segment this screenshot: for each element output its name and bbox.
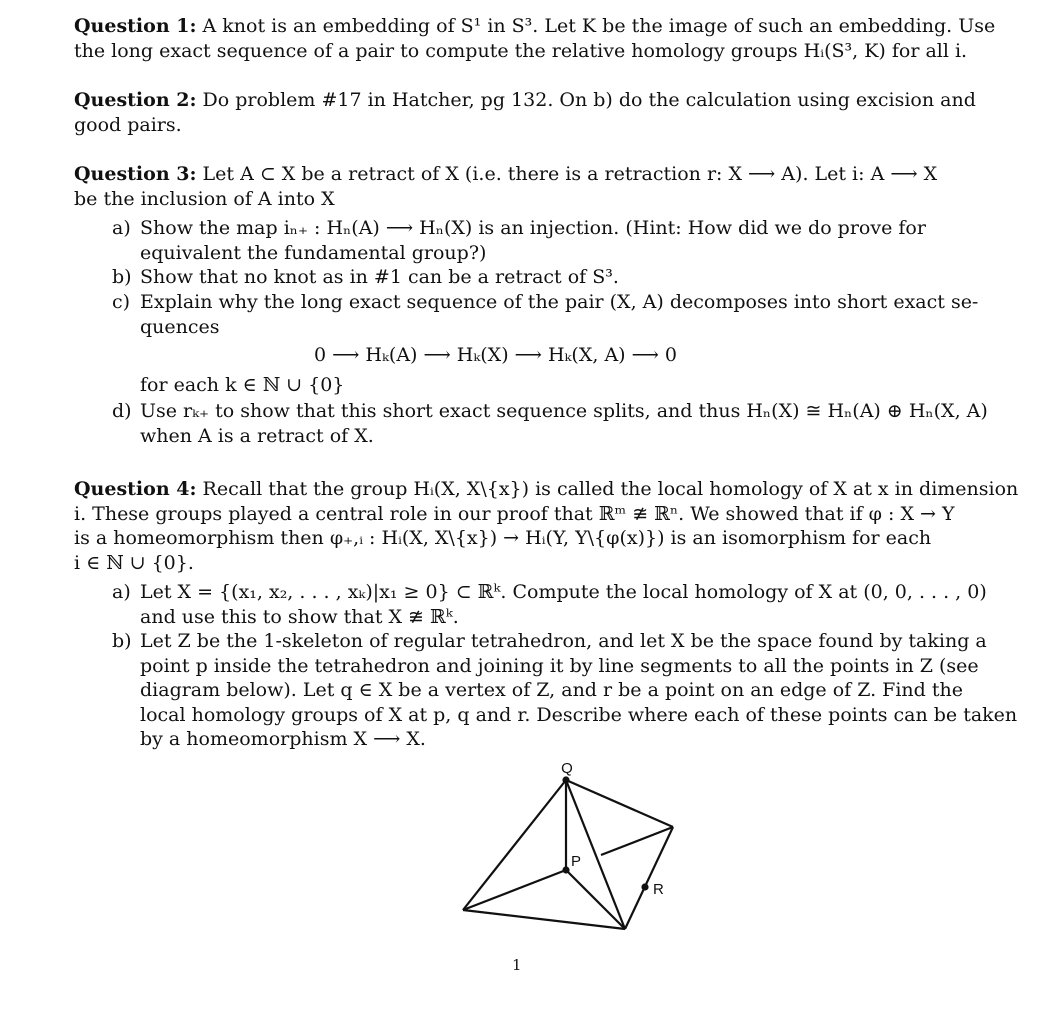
segment-p-bottom bbox=[566, 870, 625, 929]
q3-line2: be the inclusion of A into X bbox=[74, 187, 335, 210]
question-2 bbox=[74, 88, 976, 137]
q4-label: Question 4: bbox=[74, 478, 197, 500]
q4-a-line1: Let X = {(x₁, x₂, . . . , xₖ)|x₁ ≥ 0} ⊂ ℝᵏ. Compute the local homology of X at (0, 0, . . . , 0) bbox=[140, 581, 987, 603]
q3-part-b bbox=[112, 265, 966, 290]
question-1 bbox=[74, 14, 996, 63]
q4-b-line1: Let Z be the 1-skeleton of regular tetrahedron, and let X be the space found by taking a bbox=[140, 630, 987, 652]
q3-d-line1: Use rₖ₊ to show that this short exact sequence splits, and thus Hₙ(X) ≅ Hₙ(A) ⊕ Hₙ(X, A) bbox=[140, 400, 988, 422]
q2-label: Question 2: bbox=[74, 89, 197, 111]
q3-part-d bbox=[112, 399, 988, 448]
q3-line1: Let A ⊂ X be a retract of X (i.e. there is a retraction r: X ⟶ A). Let i: A ⟶ X bbox=[202, 163, 938, 185]
q3-c-label: c) bbox=[112, 291, 131, 313]
point-p bbox=[562, 866, 569, 873]
q4-b-line5: by a homeomorphism X ⟶ X. bbox=[140, 728, 426, 750]
q4-line3: is a homeomorphism then φ₊,ᵢ : Hᵢ(X, X\{x}) → Hᵢ(Y, Y\{φ(x)}) is an isomorphism for each bbox=[74, 527, 932, 549]
q3-a-label: a) bbox=[112, 217, 131, 239]
vertex-q bbox=[562, 776, 569, 783]
q4-b-line4: local homology groups of X at p, q and r. Describe where each of these points can be taken bbox=[140, 703, 1018, 726]
q4-part-b bbox=[112, 629, 1018, 752]
label-q: Q bbox=[561, 760, 573, 777]
q1-line2: the long exact sequence of a pair to compute the relative homology groups Hᵢ(S³, K) for all i. bbox=[74, 39, 968, 62]
q3-part-c bbox=[112, 290, 979, 339]
q3-a-line1: Show the map iₙ₊ : Hₙ(A) ⟶ Hₙ(X) is an injection. (Hint: How did we do prove for bbox=[140, 217, 926, 239]
q2-line1: Do problem #17 in Hatcher, pg 132. On b) do the calculation using excision and bbox=[202, 89, 976, 111]
label-p: P bbox=[571, 853, 582, 870]
q3-label: Question 3: bbox=[74, 163, 197, 185]
q3-c-line2: quences bbox=[140, 315, 220, 338]
q2-line2: good pairs. bbox=[74, 113, 182, 136]
edge-left-bottom bbox=[463, 910, 625, 929]
q3-d-label: d) bbox=[112, 400, 132, 422]
q4-line1: Recall that the group Hᵢ(X, X\{x}) is called the local homology of X at x in dimension bbox=[202, 478, 1019, 500]
tetrahedron-diagram bbox=[455, 756, 685, 936]
q3-part-a bbox=[112, 216, 966, 265]
q3-c-line1: Explain why the long exact sequence of the pair (X, A) decomposes into short exact se- bbox=[140, 291, 979, 313]
q3-b-label: b) bbox=[112, 266, 132, 288]
q3-b-line1: Show that no knot as in #1 can be a retract of S³. bbox=[140, 266, 619, 288]
point-r bbox=[641, 883, 648, 890]
q4-b-label: b) bbox=[112, 630, 132, 652]
q4-a-line2: and use this to show that X ≇ ℝᵏ. bbox=[140, 605, 459, 628]
label-r: R bbox=[653, 881, 664, 898]
short-exact-sequence: 0 ⟶ Hₖ(A) ⟶ Hₖ(X) ⟶ Hₖ(X, A) ⟶ 0 bbox=[314, 344, 677, 366]
q4-line2: i. These groups played a central role in our proof that ℝᵐ ≇ ℝⁿ. We showed that if φ : X → Y bbox=[74, 502, 955, 525]
q1-label: Question 1: bbox=[74, 15, 197, 37]
question-3 bbox=[74, 162, 966, 211]
q3-part-c-cont bbox=[112, 373, 966, 398]
q4-a-label: a) bbox=[112, 581, 131, 603]
q4-line4: i ∈ ℕ ∪ {0}. bbox=[74, 551, 194, 574]
question-4 bbox=[74, 477, 1019, 575]
q1-line1: A knot is an embedding of S¹ in S³. Let K be the image of such an embedding. Use bbox=[202, 15, 996, 37]
q4-b-line2: point p inside the tetrahedron and joining it by line segments to all the points in Z (see bbox=[140, 654, 979, 677]
q4-b-line3: diagram below). Let q ∈ X be a vertex of Z, and r be a point on an edge of Z. Find the bbox=[140, 679, 963, 701]
q3-a-line2: equivalent the fundamental group?) bbox=[140, 241, 487, 264]
q3-d-line2: when A is a retract of X. bbox=[140, 424, 374, 447]
page-number: 1 bbox=[512, 956, 522, 974]
q3-c-line3: for each k ∈ ℕ ∪ {0} bbox=[140, 374, 345, 396]
q4-part-a bbox=[112, 580, 987, 629]
